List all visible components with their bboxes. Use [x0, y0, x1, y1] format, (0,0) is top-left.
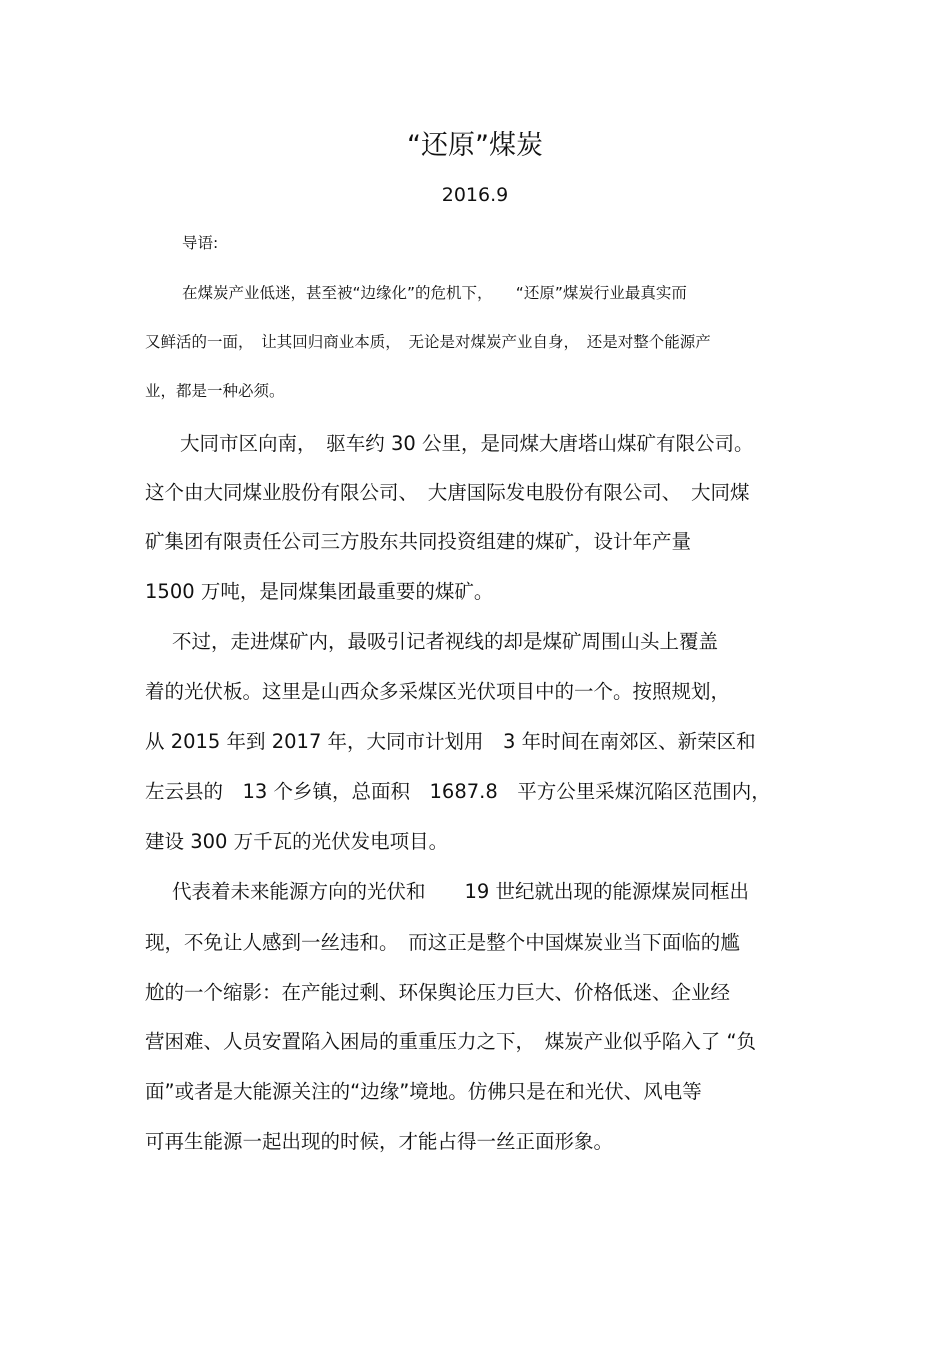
- paragraph-line: 代表着未来能源方向的光伏和 19 世纪就出现的能源煤炭同框出: [172, 880, 750, 903]
- paragraph-line: 着的光伏板。这里是山西众多采煤区光伏项目中的一个。按照规划，: [145, 680, 731, 703]
- paragraph-line: 可再生能源一起出现的时候，才能占得一丝正面形象。: [145, 1130, 614, 1153]
- paragraph-line: 不过，走进煤矿内，最吸引记者视线的却是煤矿周围山头上覆盖: [172, 630, 719, 653]
- lead-label: 导语:: [182, 234, 219, 252]
- paragraph-line: 建设 300 万千瓦的光伏发电项目。: [145, 830, 449, 853]
- paragraph-line: 现，不免让人感到一丝违和。 而这正是整个中国煤炭业当下面临的尴: [145, 931, 740, 954]
- paragraph-line: 大同市区向南， 驱车约 30 公里，是同煤大唐塔山煤矿有限公司。: [180, 432, 754, 455]
- document-date: 2016.9: [441, 184, 509, 206]
- lead-line: 又鲜活的一面， 让其回归商业本质， 无论是对煤炭产业自身， 还是对整个能源产: [145, 333, 711, 351]
- lead-line: 在煤炭产业低迷，甚至被“边缘化”的危机下， “还原”煤炭行业最真实而: [182, 284, 687, 302]
- paragraph-line: 这个由大同煤业股份有限公司、 大唐国际发电股份有限公司、 大同煤: [145, 481, 750, 504]
- paragraph-line: 从 2015 年到 2017 年，大同市计划用 3 年时间在南郊区、新荣区和: [145, 730, 756, 753]
- paragraph-line: 左云县的 13 个乡镇，总面积 1687.8 平方公里采煤沉陷区范围内，: [145, 780, 771, 803]
- lead-line: 业，都是一种必须。: [145, 382, 285, 400]
- document-title: “还原”煤炭: [407, 130, 543, 161]
- paragraph-line: 尬的一个缩影：在产能过剩、环保舆论压力巨大、价格低迷、企业经: [145, 981, 731, 1004]
- paragraph-line: 面”或者是大能源关注的“边缘”境地。仿佛只是在和光伏、风电等: [145, 1080, 702, 1103]
- paragraph-line: 矿集团有限责任公司三方股东共同投资组建的煤矿，设计年产量: [145, 530, 692, 553]
- paragraph-line: 营困难、人员安置陷入困局的重重压力之下， 煤炭产业似乎陷入了 “负: [145, 1030, 757, 1053]
- paragraph-line: 1500 万吨，是同煤集团最重要的煤矿。: [145, 580, 494, 603]
